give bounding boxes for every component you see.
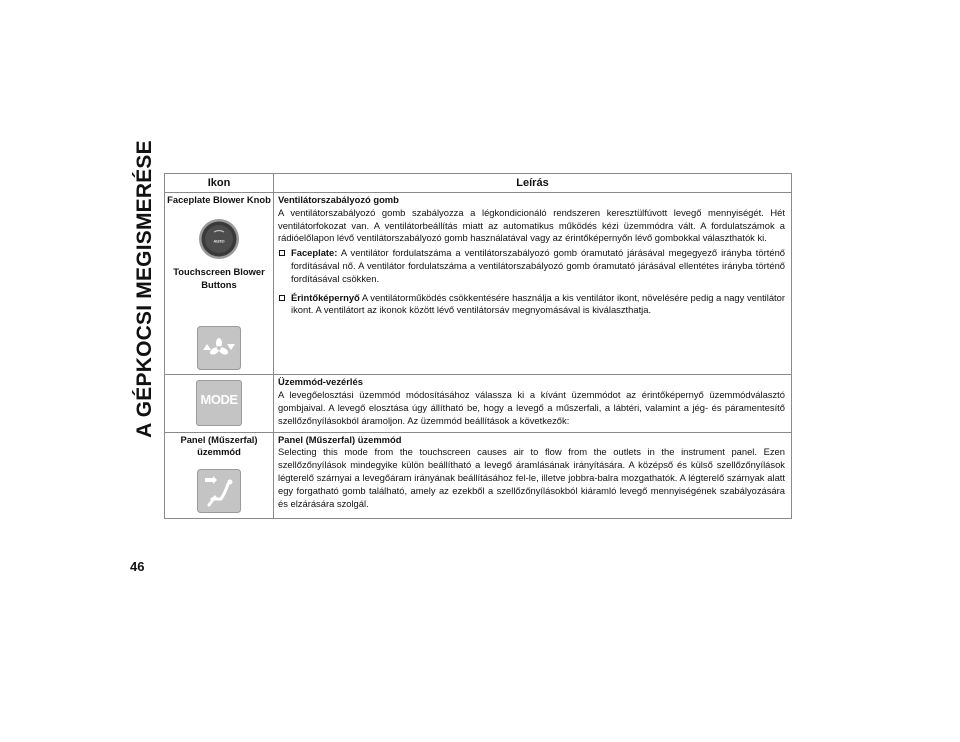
chapter-title-text: A GÉPKOCSI MEGISMERÉSE (133, 140, 156, 438)
bullet-touchscreen-text: A ventilátorműködés csökkentésére használja a kis ventilátor ikont, növelésére pedig a nagy ventilátor ikont. A ventilátort az ikonok között lévő ventilátorsáv megnyomásával is kiválaszthatja. (291, 291, 786, 316)
mode-description-cell (274, 375, 792, 432)
table-row-mode (165, 375, 792, 432)
header-description: Leírás (274, 174, 792, 193)
bullet-faceplate-term: Faceplate: (291, 247, 338, 259)
touchscreen-fan-icon (197, 326, 241, 370)
knob-auto-label: AUTO (213, 238, 225, 244)
mode-icon (196, 380, 242, 426)
icon-label-faceplate: Faceplate Blower Knob (167, 194, 271, 205)
blower-description-cell (274, 193, 792, 375)
blower-title: Ventilátorszabályozó gomb (278, 194, 399, 205)
mode-icon-text: MODE (200, 392, 238, 408)
bullet-touchscreen (278, 292, 785, 318)
panel-description-cell (274, 432, 792, 519)
panel-icon-cell (165, 432, 274, 519)
control-table (164, 173, 792, 519)
icon-label-touchscreen: Touchscreen Blower Buttons (173, 265, 265, 290)
blower-knob-icon (198, 218, 240, 260)
mode-text: A levegőelosztási üzemmód módosításához válassza ki a kívánt üzemmódot az érintőképernyő üzemmódválasztó gombjaival. A levegő elosztása úgy állítható be, hogy a levegő a műszerfali, a lábtéri, valamint a jég- és páramentesítő szellőzőnyílásokból áramoljon. Az üzemmód beállítások a következők: (278, 389, 785, 426)
table-header-row (165, 174, 792, 193)
icon-label-panel: Panel (Műszerfal) üzemmód (180, 433, 258, 458)
header-icon: Ikon (165, 174, 274, 193)
table-row-panel-mode (165, 432, 792, 519)
panel-mode-icon (197, 469, 241, 513)
table-row-blower (165, 193, 792, 375)
blower-icon-cell (165, 193, 274, 375)
panel-title: Panel (Műszerfal) üzemmód (278, 433, 402, 445)
panel-text: Selecting this mode from the touchscreen causes air to flow from the outlets in the instrument panel. Ezen szellőzőnyílások mindegyike külön beállítható a levegő áramlásának irányítására. A középső és külső szellőzőnyílások légterelő szárnyai a levegőáram irányának beállításához fel-le, illetve jobbra-balra mozgathatók. A légterelő szárnyak alatt egy forgatható gomb található, amely az ezekből a szellőzőnyílásokból kiáramló levegő mennyiségének szabályozására és elzárására szolgál. (278, 446, 785, 509)
bullet-touchscreen-term: Érintőképernyő (291, 291, 360, 303)
side-chapter-title (128, 140, 162, 438)
blower-text: A ventilátorszabályozó gomb szabályozza a légkondicionáló rendszeren keresztülfúvott levegő mennyiségét. Hét ventilátorfokozat van. A ventilátorbeállítás miatt az automatikus működés kézi üzemmódra vált. A fordulatszámok a rádióelőlapon lévő ventilátorszabályozó gomb használatával vagy az érintőképernyőn lévő gombokkal választhatók ki. (278, 206, 785, 244)
mode-title: Üzemmód-vezérlés (278, 376, 363, 388)
bullet-faceplate (278, 247, 785, 285)
mode-icon-cell (165, 375, 274, 432)
page-number: 46 (130, 559, 145, 574)
bullet-faceplate-text: A ventilátor fordulatszáma a ventilátorszabályozó gomb óramutató járásával megegyező irányba történő fordításával nő. A ventilátor fordulatszáma a ventilátorszabályozó gomb óramutató járásával ellentétes irányba történő fordításával csökken. (291, 247, 785, 284)
